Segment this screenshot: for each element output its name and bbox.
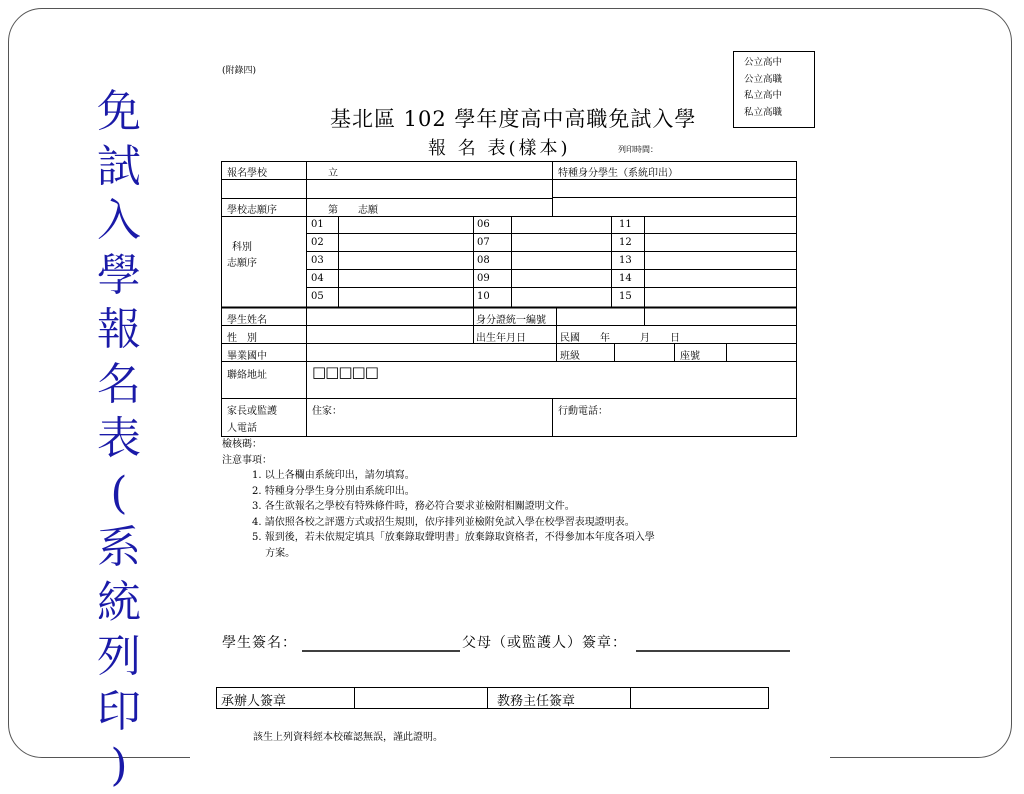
dept-number: 07 (477, 237, 490, 248)
mobile-phone-label: 行動電話： (558, 406, 608, 417)
school-label: 報名學校 (227, 168, 267, 179)
check-code: 檢核碼： (222, 439, 262, 450)
dept-number: 05 (311, 291, 324, 302)
title-char: 報 (97, 304, 141, 355)
dept-label: 科別 (232, 242, 252, 253)
id-number-label: 身分證統一編號 (476, 315, 546, 326)
dept-number: 06 (477, 219, 490, 230)
school-type: 私立高職 (744, 106, 783, 118)
guardian-label: 人電話 (227, 423, 257, 434)
title-char: 試 (97, 140, 141, 192)
note-item: 4. 請依照各校之評選方式或招生規則，依序排列並檢附免試入學在校學習表現證明表。 (252, 516, 635, 528)
school-type: 私立高中 (744, 90, 783, 101)
form-title: 基北區 102 學年度高中高職免試入學 (330, 107, 697, 131)
note-item: 3. 各生欲報名之學校有特殊條件時，務必符合要求並檢附相關證明文件。 (252, 501, 575, 512)
handler-signature-label: 承辦人簽章 (221, 694, 287, 709)
student-signature-label: 學生簽名： (222, 635, 297, 651)
seat-label: 座號 (680, 351, 700, 362)
title-char: ) (110, 740, 128, 791)
dept-number: 01 (311, 219, 324, 230)
dept-number: 02 (311, 237, 324, 248)
junior-high-label: 畢業國中 (227, 351, 267, 362)
title-char: 印 (97, 685, 141, 737)
dept-number: 08 (477, 255, 490, 266)
home-phone-label: 住家： (312, 406, 342, 417)
guardian-label: 家長或監護 (227, 406, 277, 417)
attachment-label: (附錄四) (222, 66, 257, 76)
note-item: 1. 以上各欄由系統印出，請勿填寫。 (252, 470, 415, 481)
wish-order-label: 學校志願序 (227, 205, 277, 216)
student-name-label: 學生姓名 (227, 315, 267, 326)
print-time: 列印時間： (618, 145, 658, 154)
special-status-label: 特種身分學生（系統印出） (558, 168, 678, 179)
title-char: 列 (97, 631, 141, 682)
dept-label: 志願序 (227, 258, 257, 269)
dept-number: 10 (477, 291, 490, 302)
dept-number: 11 (619, 219, 632, 230)
title-char: 免 (97, 86, 141, 137)
certification-text: 該生上列資料經本校確認無誤，謹此證明。 (253, 732, 443, 743)
title-char: ( (110, 467, 128, 519)
class-label: 班級 (560, 351, 580, 362)
birth-label: 出生年月日 (476, 333, 526, 344)
note-item: 方案。 (252, 547, 296, 559)
gender-label: 性 別 (227, 333, 257, 344)
notes-block (222, 437, 655, 561)
title-char: 入 (97, 195, 141, 246)
dept-number: 13 (619, 255, 632, 266)
address-label: 聯絡地址 (227, 370, 267, 381)
title-char: 名 (97, 358, 141, 410)
birth-value: 民國 年 月 日 (560, 333, 680, 344)
dept-number: 09 (477, 273, 490, 284)
director-signature-label: 教務主任簽章 (497, 694, 576, 709)
notes-list (222, 468, 655, 561)
school-value: 立 (328, 168, 338, 179)
title-char: 表 (97, 413, 141, 464)
note-item: 5. 報到後，若未依規定填具「放棄錄取聲明書」放棄錄取資格者，不得參加本年度各項入學 (252, 532, 655, 543)
school-type: 公立高職 (744, 73, 783, 85)
school-type: 公立高中 (744, 57, 783, 68)
dept-number: 04 (311, 273, 324, 284)
dept-number: 03 (311, 255, 324, 266)
dept-number: 14 (619, 273, 632, 284)
notes-title: 注意事項： (222, 454, 272, 466)
parent-signature-label: 父母（或監護人）簽章： (462, 635, 627, 651)
wish-order-value: 第 志願 (328, 205, 378, 216)
dept-number: 15 (619, 291, 632, 302)
zip-code-boxes: □□□□□ (312, 363, 378, 381)
form-subtitle: 報 名 表(樣本) (428, 138, 571, 159)
title-char: 統 (97, 576, 141, 628)
title-char: 系 (97, 522, 141, 573)
note-item: 2. 特種身分學生身分別由系統印出。 (252, 485, 415, 497)
title-char: 學 (97, 249, 141, 301)
dept-number: 12 (619, 237, 632, 248)
